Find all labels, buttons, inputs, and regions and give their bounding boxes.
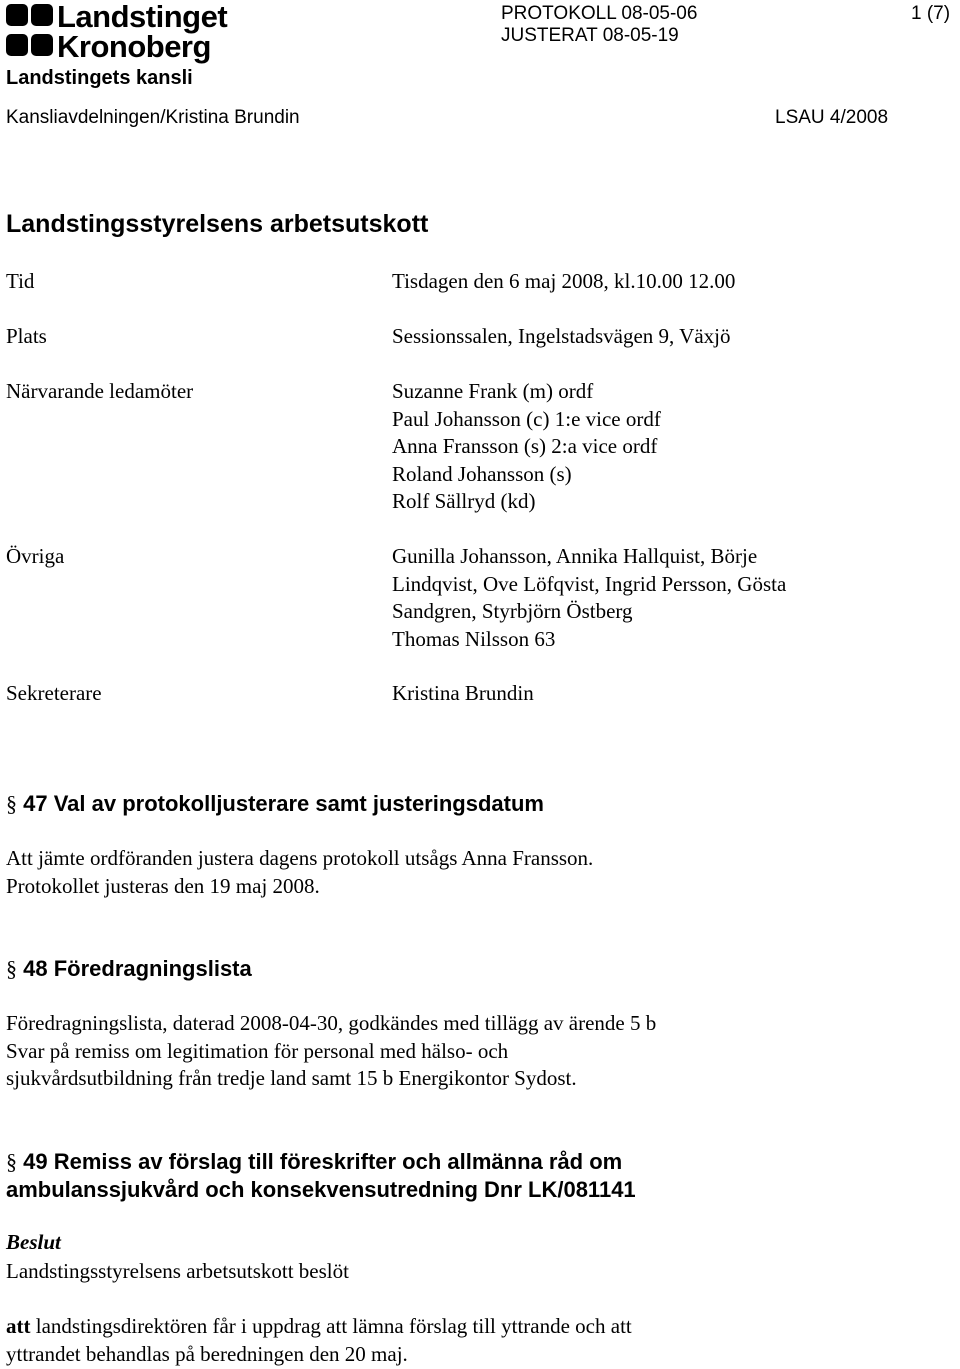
- paragraph-line: Svar på remiss om legitimation för personal med hälso- och: [6, 1038, 509, 1063]
- ovriga-label: Övriga: [6, 544, 65, 568]
- list-item: Lindqvist, Ove Löfqvist, Ingrid Persson, Gösta: [392, 571, 787, 596]
- paragraph-line: Protokollet justeras den 19 maj 2008.: [6, 873, 320, 898]
- list-item: Thomas Nilsson 63: [392, 626, 556, 651]
- sekreterare-label: Sekreterare: [6, 681, 102, 705]
- narvarande-list: [392, 378, 661, 516]
- att-line-2: yttrandet behandlas på beredningen den 20 maj.: [6, 1341, 408, 1366]
- section-47-heading: [6, 790, 544, 818]
- paragraph-line: Att jämte ordföranden justera dagens protokoll utsågs Anna Fransson.: [6, 846, 594, 870]
- section-49-heading: [6, 1148, 636, 1203]
- page-number: 1 (7): [911, 3, 951, 24]
- list-item: Anna Fransson (s) 2:a vice ordf: [392, 434, 658, 458]
- paragraph-line: Föredragningslista, daterad 2008-04-30, godkändes med tillägg av ärende 5 b: [6, 1011, 657, 1035]
- list-item: Rolf Sällryd (kd): [392, 489, 536, 513]
- beslut-label: Beslut: [6, 1230, 61, 1254]
- narvarande-label: Närvarande ledamöter: [6, 379, 194, 403]
- list-item: Sandgren, Styrbjörn Östberg: [392, 599, 633, 623]
- section-47-body: [6, 845, 593, 900]
- beslut-text: Landstingsstyrelsens arbetsutskott beslöt: [6, 1259, 349, 1283]
- landstinget-logo-icon: [4, 2, 54, 60]
- tid-label: Tid: [6, 269, 35, 293]
- division: Kansliavdelningen/Kristina Brundin: [6, 107, 300, 128]
- department: Landstingets kansli: [6, 67, 193, 89]
- section-48-heading: [6, 955, 252, 983]
- att-keyword: att: [6, 1314, 31, 1338]
- document-title: Landstingsstyrelsens arbetsutskott: [6, 210, 429, 238]
- list-item: Suzanne Frank (m) ordf: [392, 379, 594, 403]
- protokoll-date: PROTOKOLL 08-05-06: [501, 3, 698, 24]
- sekreterare-value: Kristina Brundin: [392, 681, 534, 705]
- ovriga-list: [392, 543, 786, 653]
- tid-value: Tisdagen den 6 maj 2008, kl.10.00 12.00: [392, 269, 736, 293]
- section-48-title: 48 Föredragningslista: [23, 956, 252, 981]
- att-line-1: landstingsdirektören får i uppdrag att lämna förslag till yttrande och att: [30, 1314, 632, 1338]
- paragraph-line: sjukvårdsutbildning från tredje land samt 15 b Energikontor Sydost.: [6, 1066, 577, 1090]
- list-item: Gunilla Johansson, Annika Hallquist, Börje: [392, 544, 758, 568]
- plats-value: Sessionssalen, Ingelstadsvägen 9, Växjö: [392, 324, 731, 348]
- list-item: Paul Johansson (c) 1:e vice ordf: [392, 406, 661, 431]
- section-48-body: [6, 1010, 656, 1093]
- paragraph-sign-icon: §: [6, 956, 17, 981]
- paragraph-sign-icon: §: [6, 1149, 17, 1174]
- logo-line-2: Kronoberg: [57, 29, 211, 64]
- att-clause: [6, 1313, 632, 1368]
- plats-label: Plats: [6, 324, 47, 348]
- list-item: Roland Johansson (s): [392, 461, 572, 486]
- justerat-date: JUSTERAT 08-05-19: [501, 25, 679, 46]
- reference-number: LSAU 4/2008: [775, 107, 889, 128]
- paragraph-sign-icon: §: [6, 791, 17, 816]
- logo-line-1: Landstinget: [57, 0, 228, 34]
- section-49-title-line-1: 49 Remiss av förslag till föreskrifter och allmänna råd om: [23, 1149, 623, 1174]
- section-49-title-line-2: ambulanssjukvård och konsekvensutredning Dnr LK/081141: [6, 1176, 636, 1202]
- section-47-title: 47 Val av protokolljusterare samt justeringsdatum: [23, 791, 544, 816]
